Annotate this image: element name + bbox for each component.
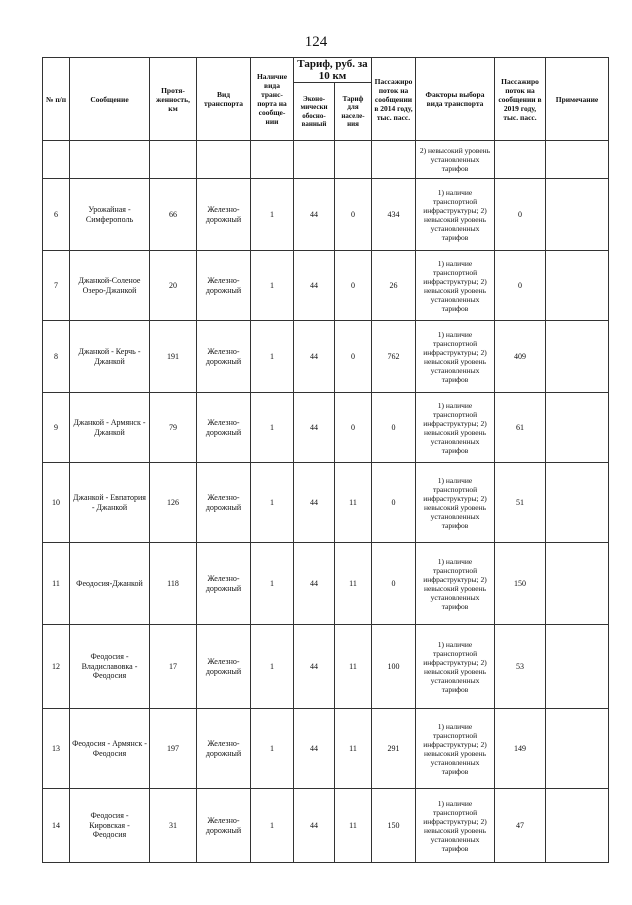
tariff-pop: 0 [335,393,372,463]
row-number: 12 [43,625,70,709]
note [546,463,609,543]
header-tariff-pop: Тариф для населе-ния [335,83,372,141]
row-number: 10 [43,463,70,543]
tariff-econ: 44 [294,543,335,625]
route-name: Джанкой - Керчь - Джанкой [70,321,150,393]
note [546,251,609,321]
note [546,543,609,625]
table-row [43,321,609,393]
table-row [43,393,609,463]
route-name: Урожайная - Симферополь [70,179,150,251]
row-number: 13 [43,709,70,789]
table-row [43,789,609,863]
infra-flag: 1 [251,251,294,321]
route-length: 20 [150,251,197,321]
passengers-2019: 0 [495,251,546,321]
transport-type: Железно-дорожный [197,179,251,251]
selection-factors: 1) наличие транспортной инфраструктуры; 2) невысокий уровень установленных тарифов [416,179,495,251]
table-row [43,543,609,625]
transport-type: Железно-дорожный [197,463,251,543]
header-note: Примечание [546,58,609,141]
note [546,393,609,463]
passengers-2014: 434 [372,179,416,251]
passengers-2019: 53 [495,625,546,709]
header-tariff-econ: Эконо-мически обосно-ванный [294,83,335,141]
selection-factors: 1) наличие транспортной инфраструктуры; 2) невысокий уровень установленных тарифов [416,543,495,625]
passengers-2019: 150 [495,543,546,625]
route-length: 197 [150,709,197,789]
note [546,625,609,709]
infra-flag: 1 [251,789,294,863]
tariff-pop: 11 [335,463,372,543]
tariff-econ: 44 [294,789,335,863]
selection-factors: 1) наличие транспортной инфраструктуры; 2) невысокий уровень установленных тарифов [416,789,495,863]
infra-flag: 1 [251,463,294,543]
header-num: № п/п [43,58,70,141]
table-row [43,251,609,321]
row-number: 14 [43,789,70,863]
route-length: 79 [150,393,197,463]
row-number: 7 [43,251,70,321]
infra-flag: 1 [251,625,294,709]
passengers-2014: 0 [372,543,416,625]
tariff-pop: 0 [335,179,372,251]
route-name: Феодосия - Армянск - Феодосия [70,709,150,789]
tariff-pop: 11 [335,709,372,789]
table-row [43,625,609,709]
header-pass-2014: Пассажиро поток на сообщении в 2014 году, тыс. пасс. [372,58,416,141]
passengers-2014: 100 [372,625,416,709]
table-row [43,709,609,789]
row-number: 11 [43,543,70,625]
tariff-pop: 11 [335,789,372,863]
tariff-econ: 44 [294,321,335,393]
passengers-2019: 0 [495,179,546,251]
passengers-2019: 149 [495,709,546,789]
header-infra: Наличие вида транс-порта на сообще-нии [251,58,294,141]
selection-factors: 1) наличие транспортной инфраструктуры; 2) невысокий уровень установленных тарифов [416,709,495,789]
selection-factors: 1) наличие транспортной инфраструктуры; 2) невысокий уровень установленных тарифов [416,625,495,709]
passengers-2019: 409 [495,321,546,393]
passengers-2014: 150 [372,789,416,863]
tariff-econ: 44 [294,625,335,709]
passengers-2014: 26 [372,251,416,321]
tariff-pop: 0 [335,251,372,321]
routes-table [42,57,609,863]
row-number: 8 [43,321,70,393]
infra-flag: 1 [251,543,294,625]
tariff-econ: 44 [294,393,335,463]
transport-type: Железно-дорожный [197,625,251,709]
route-length: 191 [150,321,197,393]
header-pass-2019: Пассажиро поток на сообщении в 2019 году, тыс. пасс. [495,58,546,141]
tariff-pop: 11 [335,625,372,709]
infra-flag: 1 [251,709,294,789]
header-transport-type: Вид транспорта [197,58,251,141]
page-number: 124 [304,34,328,50]
transport-type: Железно-дорожный [197,321,251,393]
route-name: Феодосия - Кировская - Феодосия [70,789,150,863]
infra-flag: 1 [251,321,294,393]
route-name: Джанкой - Евпатория - Джанкой [70,463,150,543]
passengers-2014: 0 [372,393,416,463]
passengers-2014: 0 [372,463,416,543]
header-tariff: Тариф, руб. за 10 км [294,58,372,83]
passengers-2019: 51 [495,463,546,543]
note [546,321,609,393]
tariff-econ: 44 [294,179,335,251]
table-row [43,179,609,251]
row-number: 9 [43,393,70,463]
selection-factors: 1) наличие транспортной инфраструктуры; 2) невысокий уровень установленных тарифов [416,251,495,321]
infra-flag: 1 [251,393,294,463]
route-length: 31 [150,789,197,863]
route-name: Джанкой - Армянск - Джанкой [70,393,150,463]
selection-factors: 1) наличие транспортной инфраструктуры; 2) невысокий уровень установленных тарифов [416,393,495,463]
factor-continuation: 2) невысокий уровень установленных тарифов [416,141,495,179]
table-row [43,463,609,543]
route-name: Феодосия - Владиславовка - Феодосия [70,625,150,709]
tariff-econ: 44 [294,463,335,543]
infra-flag: 1 [251,179,294,251]
route-length: 126 [150,463,197,543]
transport-type: Железно-дорожный [197,543,251,625]
route-length: 17 [150,625,197,709]
transport-type: Железно-дорожный [197,709,251,789]
header-factors: Факторы выбора вида транспорта [416,58,495,141]
passengers-2014: 762 [372,321,416,393]
note [546,709,609,789]
tariff-pop: 11 [335,543,372,625]
selection-factors: 1) наличие транспортной инфраструктуры; 2) невысокий уровень установленных тарифов [416,463,495,543]
transport-type: Железно-дорожный [197,789,251,863]
row-number: 6 [43,179,70,251]
header-route: Сообщение [70,58,150,141]
tariff-pop: 0 [335,321,372,393]
note [546,179,609,251]
route-length: 66 [150,179,197,251]
passengers-2019: 61 [495,393,546,463]
selection-factors: 1) наличие транспортной инфраструктуры; 2) невысокий уровень установленных тарифов [416,321,495,393]
tariff-econ: 44 [294,709,335,789]
route-name: Феодосия-Джанкой [70,543,150,625]
tariff-econ: 44 [294,251,335,321]
note [546,789,609,863]
transport-type: Железно-дорожный [197,393,251,463]
passengers-2014: 291 [372,709,416,789]
table-row-continuation [43,141,609,179]
route-name: Джанкой-Соленое Озеро-Джанкой [70,251,150,321]
route-length: 118 [150,543,197,625]
header-length: Протя-женность, км [150,58,197,141]
transport-type: Железно-дорожный [197,251,251,321]
passengers-2019: 47 [495,789,546,863]
